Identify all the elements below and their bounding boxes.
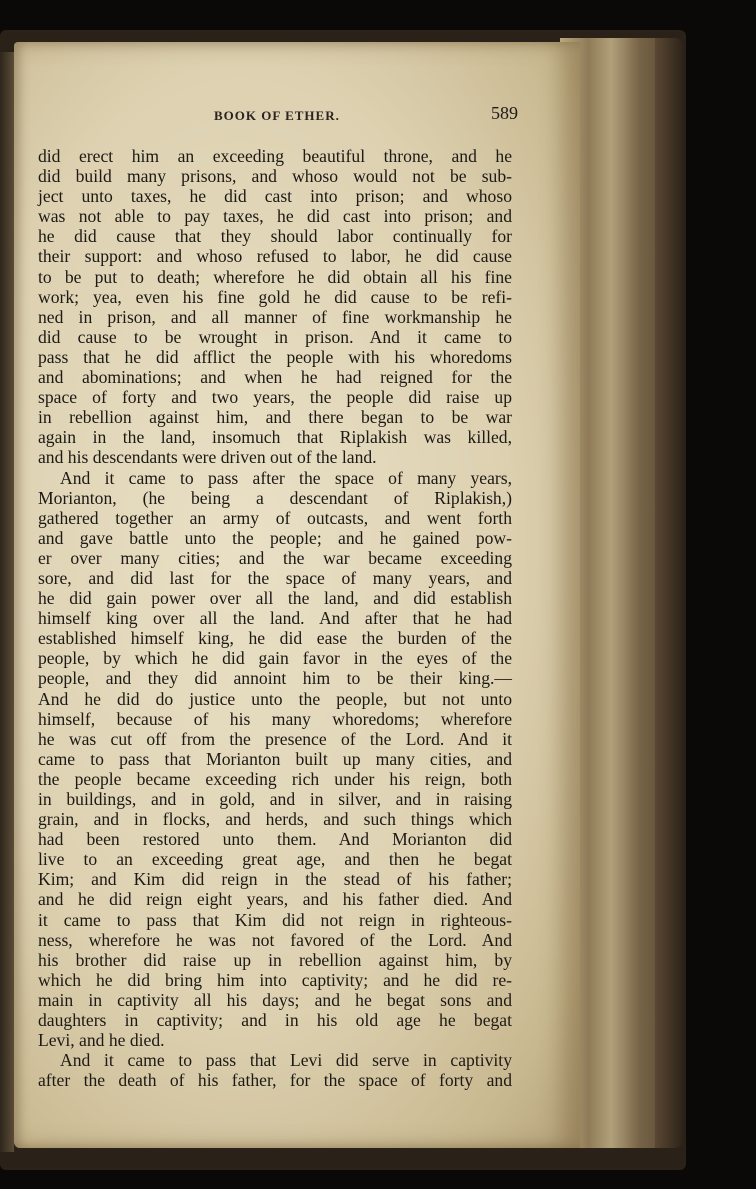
text-line: again in the land, insomuch that Riplakish was killed, (38, 427, 512, 448)
text-line: established himself king, he did ease the burden of the (38, 628, 512, 649)
text-line: ness, wherefore he was not favored of the Lord. And (38, 929, 512, 950)
text-line: his brother did raise up in rebellion against him, by (38, 949, 512, 970)
text-line: and abominations; and when he had reigned for the (38, 367, 512, 388)
text-line: it came to pass that Kim did not reign in righteous- (38, 909, 512, 930)
text-line: had been restored unto them. And Morianton did (38, 829, 512, 850)
text-line: sore, and did last for the space of many years, and (38, 567, 512, 588)
text-line: daughters in captivity; and in his old age he begat (38, 1010, 512, 1031)
text-line: ject unto taxes, he did cast into prison; and whoso (38, 186, 512, 207)
page-header (14, 101, 580, 131)
text-line: did cause to be wrought in prison. And it came to (38, 326, 512, 347)
text-line: himself king over all the land. And after that he had (38, 608, 512, 629)
text-line: grain, and in flocks, and herds, and such things which (38, 809, 512, 830)
text-line: he did cause that they should labor continually for (38, 226, 512, 247)
text-line: And it came to pass after the space of many years, (60, 467, 512, 488)
text-line: the people became exceeding rich under his reign, both (38, 768, 512, 789)
text-line: and gave battle unto the people; and he gained pow- (38, 527, 512, 548)
text-line: live to an exceeding great age, and then he begat (38, 849, 512, 870)
text-line: which he did bring him into captivity; and he did re- (38, 969, 512, 990)
text-line: to be put to death; wherefore he did obtain all his fine (38, 266, 512, 287)
text-line: was not able to pay taxes, he did cast into prison; and (38, 206, 512, 227)
text-line: Morianton, (he being a descendant of Riplakish,) (38, 487, 512, 508)
text-line: ned in prison, and all manner of fine workmanship he (38, 306, 512, 327)
text-line: in rebellion against him, and there began to be war (38, 407, 512, 428)
text-line: himself, because of his many whoredoms; wherefore (38, 708, 512, 729)
facing-page-edge (0, 52, 14, 1152)
text-line: and he did reign eight years, and his father died. And (38, 889, 512, 910)
text-line: er over many cities; and the war became exceeding (38, 547, 512, 568)
text-line: came to pass that Morianton built up many cities, and (38, 748, 512, 769)
text-line: Levi, and he died. (38, 1030, 165, 1051)
body-text (38, 146, 512, 1090)
text-line: and his descendants were driven out of the land. (38, 447, 377, 468)
text-line: in buildings, and in gold, and in silver, and in raising (38, 789, 512, 809)
text-line: main in captivity all his days; and he begat sons and (38, 989, 512, 1010)
text-line: people, by which he did gain favor in the eyes of the (38, 648, 512, 669)
text-line: pass that he did afflict the people with his whoredoms (38, 346, 512, 367)
cover-edge (655, 38, 683, 1148)
text-line: he did gain power over all the land, and did establish (38, 588, 512, 609)
text-line: people, and they did annoint him to be their king.— (38, 668, 512, 689)
text-line: work; yea, even his fine gold he did cause to be refi- (38, 286, 512, 307)
text-line: gathered together an army of outcasts, and went forth (38, 507, 512, 528)
text-line: And it came to pass that Levi did serve in captivity (60, 1050, 512, 1071)
text-line: did erect him an exceeding beautiful throne, and he (38, 146, 512, 166)
text-line: he was cut off from the presence of the Lord. And it (38, 728, 512, 749)
text-line: did build many prisons, and whoso would not be sub- (38, 166, 512, 187)
text-line: Kim; and Kim did reign in the stead of his father; (38, 869, 512, 890)
running-head: BOOK OF ETHER. (214, 108, 340, 123)
text-line: space of forty and two years, the people did raise up (38, 387, 512, 408)
text-line: their support: and whoso refused to labor, he did cause (38, 246, 512, 267)
text-line: And he did do justice unto the people, but not unto (38, 688, 512, 709)
page-number: 589 (491, 103, 518, 123)
text-line: after the death of his father, for the space of forty and (38, 1070, 512, 1091)
